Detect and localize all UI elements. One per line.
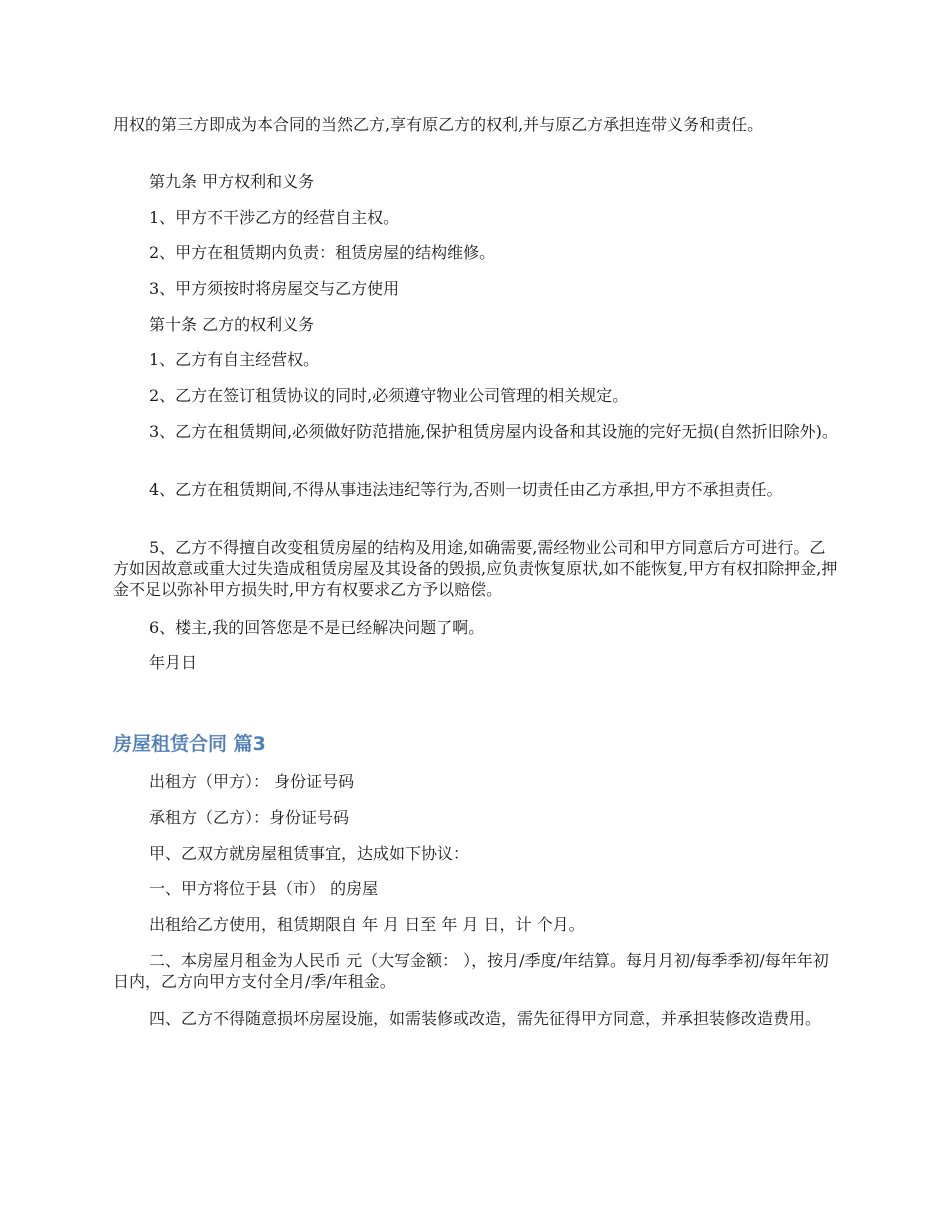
article-10-item-2: 2、乙方在签订租赁协议的同时,必须遵守物业公司管理的相关规定。 bbox=[149, 386, 629, 405]
clause-1: 一、甲方将位于县（市） 的房屋 bbox=[149, 879, 379, 898]
clause-4: 四、乙方不得随意损坏房屋设施，如需装修或改造，需先征得甲方同意，并承担装修改造费用。 bbox=[149, 1009, 822, 1028]
section-heading: 房屋租赁合同 篇3 bbox=[113, 733, 266, 755]
lessor-line: 出租方（甲方）： 身份证号码 bbox=[149, 772, 355, 791]
article-9-title: 第九条 甲方权利和义务 bbox=[149, 172, 315, 191]
article-10-item-5: 5、乙方不得擅自改变租赁房屋的结构及用途,如确需要,需经物业公司和甲方同意后方可进行。乙方如因故意或重大过失造成租赁房屋及其设备的毁损,应负责恢复原状,如不能恢复,甲方有权扣除押金,押金不足以弥补甲方损失时,甲方有权要求乙方予以赔偿。 bbox=[113, 538, 838, 599]
paragraph-continuation: 用权的第三方即成为本合同的当然乙方,享有原乙方的权利,并与原乙方承担连带义务和责任。 bbox=[113, 115, 764, 134]
article-9-item-3: 3、甲方须按时将房屋交与乙方使用 bbox=[149, 279, 400, 298]
article-9-item-2: 2、甲方在租赁期内负责：租赁房屋的结构维修。 bbox=[149, 243, 496, 262]
article-10-title: 第十条 乙方的权利义务 bbox=[149, 315, 315, 334]
date-line: 年月日 bbox=[149, 653, 198, 672]
agreement-intro: 甲、乙双方就房屋租赁事宜，达成如下协议： bbox=[149, 844, 470, 863]
article-10-item-3: 3、乙方在租赁期间,必须做好防范措施,保护租赁房屋内设备和其设施的完好无损(自然折旧除外)。 bbox=[149, 422, 838, 441]
article-9-item-1: 1、甲方不干涉乙方的经营自主权。 bbox=[149, 208, 400, 227]
clause-1-continued: 出租给乙方使用，租赁期限自 年 月 日至 年 月 日，计 个月。 bbox=[149, 915, 585, 934]
lessee-line: 承租方（乙方）：身份证号码 bbox=[149, 808, 350, 827]
article-10-item-1: 1、乙方有自主经营权。 bbox=[149, 350, 320, 369]
article-10-item-6: 6、楼主,我的回答您是不是已经解决问题了啊。 bbox=[149, 618, 485, 637]
clause-2: 二、本房屋月租金为人民币 元（大写金额： ），按月/季度/年结算。每月月初/每季季初/每年年初 日内，乙方向甲方支付全月/季/年租金。 bbox=[113, 951, 829, 991]
article-10-item-4: 4、乙方在租赁期间,不得从事违法违纪等行为,否则一切责任由乙方承担,甲方不承担责任。 bbox=[149, 480, 783, 499]
